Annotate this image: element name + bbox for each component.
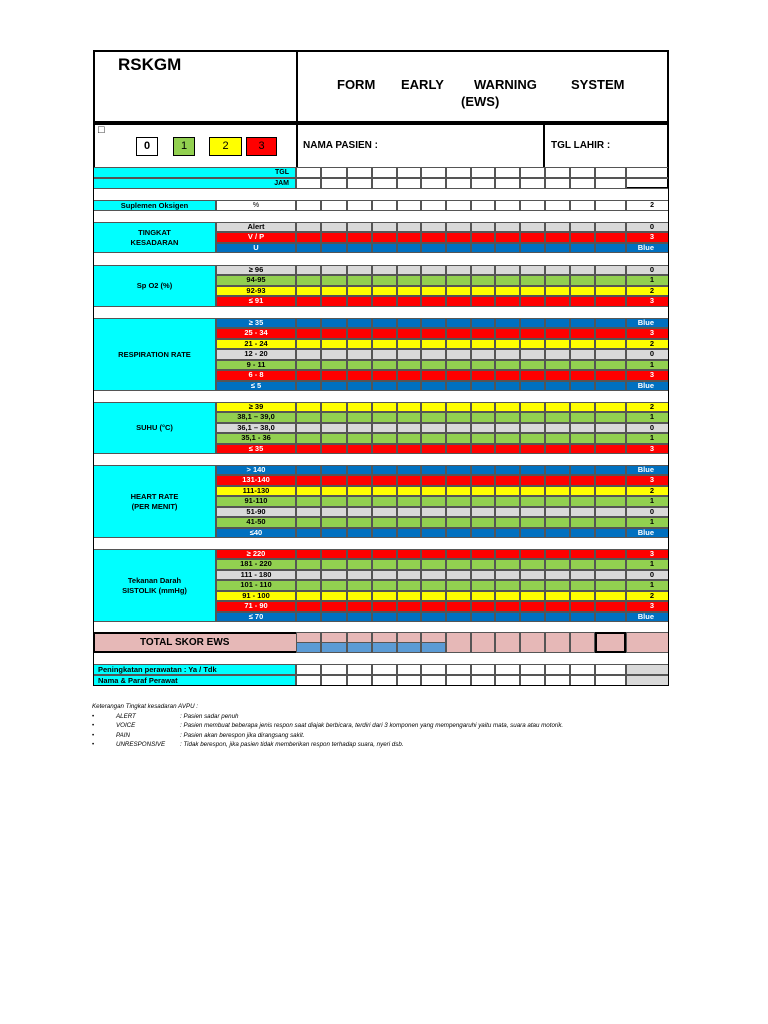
score-cell: 1 — [626, 559, 669, 569]
checkbox-icon: □ — [98, 124, 105, 136]
legend-term: PAIN — [116, 731, 130, 739]
form-frame — [93, 50, 669, 686]
score-legend-box: 2 — [209, 137, 242, 156]
range-cell: 38,1 – 39,0 — [216, 412, 296, 422]
oxygen-score: 2 — [626, 200, 669, 211]
score-cell: 1 — [626, 433, 669, 443]
total-score-label: TOTAL SKOR EWS — [140, 637, 230, 648]
form-title-word: WARNING — [474, 77, 537, 92]
oxygen-label: Suplemen Oksigen — [93, 200, 216, 211]
bullet-icon: • — [92, 722, 95, 730]
hospital-name: RSKGM — [118, 55, 182, 74]
legend-item-alert — [92, 712, 692, 722]
range-cell: 91-110 — [216, 496, 296, 506]
legend-desc: : Tidak berespon, jika pasien tidak memberikan respon terhadap suara, nyeri dsb. — [180, 741, 404, 749]
score-legend-box: 3 — [246, 137, 277, 156]
range-cell: 111 - 180 — [216, 570, 296, 580]
bullet-icon: • — [92, 712, 95, 720]
vital-section-title: HEART RATE — [130, 491, 179, 501]
vital-section-title: RESPIRATION RATE — [118, 349, 191, 359]
range-cell: 9 - 11 — [216, 360, 296, 370]
range-cell: > 140 — [216, 465, 296, 475]
range-cell: 21 - 24 — [216, 339, 296, 349]
score-cell: Blue — [626, 528, 669, 538]
avpu-legend-notes — [92, 702, 692, 750]
score-cell: 2 — [626, 286, 669, 296]
range-cell: ≥ 96 — [216, 265, 296, 275]
form-title-word: EARLY — [401, 77, 444, 92]
score-cell: 2 — [626, 339, 669, 349]
range-cell: ≤ 70 — [216, 612, 296, 622]
footer-row-label: Peningkatan perawatan : Ya / Tdk — [93, 664, 296, 675]
range-cell: ≤ 91 — [216, 296, 296, 306]
score-cell: Blue — [626, 381, 669, 391]
legend-desc: : Pasien sadar penuh — [180, 712, 239, 720]
range-cell: ≤ 35 — [216, 444, 296, 454]
range-cell: 111-130 — [216, 486, 296, 496]
score-cell: 0 — [626, 423, 669, 433]
range-cell: 94-95 — [216, 275, 296, 285]
legend-desc: : Pasien membuat beberapa jenis respon saat diajak berbicara, terdiri dari 3 komponen yang mempengaruhi yaitu mata, suara atau motorik. — [180, 722, 564, 730]
score-cell: 3 — [626, 444, 669, 454]
form-title-word: SYSTEM — [571, 77, 625, 92]
form-title-ews: (EWS) — [461, 94, 500, 109]
score-cell: 1 — [626, 580, 669, 590]
vital-section-title: KESADARAN — [130, 237, 179, 247]
vital-section-title: SUHU (°C) — [136, 423, 173, 433]
legend-desc: : Pasien akan berespon jika dirangsang sakit. — [180, 731, 305, 739]
score-cell: Blue — [626, 465, 669, 475]
score-cell: 1 — [626, 412, 669, 422]
score-cell: 3 — [626, 232, 669, 242]
legend-term: UNRESPONSIVE — [116, 741, 166, 749]
legend-term: VOICE — [116, 722, 136, 730]
range-cell: ≥ 35 — [216, 318, 296, 328]
range-cell: U — [216, 243, 296, 253]
score-cell: 0 — [626, 507, 669, 517]
legend-item-voice — [92, 721, 692, 731]
range-cell: 12 - 20 — [216, 349, 296, 359]
range-cell: Alert — [216, 222, 296, 232]
legend-item-pain — [92, 731, 692, 741]
score-cell: 2 — [626, 402, 669, 412]
score-cell: 2 — [626, 486, 669, 496]
range-cell: 92-93 — [216, 286, 296, 296]
range-cell: 91 - 100 — [216, 591, 296, 601]
score-cell: 1 — [626, 517, 669, 527]
score-cell: 1 — [626, 275, 669, 285]
score-cell: 3 — [626, 370, 669, 380]
range-cell: ≤ 5 — [216, 381, 296, 391]
score-cell: 3 — [626, 328, 669, 338]
legend-title: Keterangan Tingkat kesadaran AVPU : — [92, 703, 198, 710]
vital-section-title: Sp O2 (%) — [136, 280, 173, 290]
vital-section-title: (PER MENIT) — [131, 501, 178, 511]
range-cell: V / P — [216, 232, 296, 242]
score-cell: 0 — [626, 570, 669, 580]
oxygen-unit: % — [216, 200, 296, 211]
range-cell: 71 - 90 — [216, 601, 296, 611]
range-cell: 41-50 — [216, 517, 296, 527]
range-cell: 36,1 – 38,0 — [216, 423, 296, 433]
score-cell: 3 — [626, 475, 669, 485]
patient-name-label: NAMA PASIEN : — [303, 140, 378, 151]
bullet-icon: • — [92, 731, 95, 739]
score-cell: 3 — [626, 601, 669, 611]
score-legend-box: 0 — [136, 137, 158, 156]
range-cell: 101 - 110 — [216, 580, 296, 590]
score-legend-box: 1 — [173, 137, 195, 156]
birth-date-label: TGL LAHIR : — [551, 140, 611, 151]
footer-row-label: Nama & Paraf Perawat — [93, 675, 296, 686]
score-cell: 0 — [626, 349, 669, 359]
score-cell: 2 — [626, 591, 669, 601]
score-cell: 0 — [626, 265, 669, 275]
legend-term: ALERT — [116, 712, 136, 720]
score-cell: Blue — [626, 612, 669, 622]
score-cell: 3 — [626, 296, 669, 306]
range-cell: ≥ 39 — [216, 402, 296, 412]
range-cell: 181 - 220 — [216, 559, 296, 569]
vital-section-title: SISTOLIK (mmHg) — [122, 585, 187, 595]
range-cell: 35,1 - 36 — [216, 433, 296, 443]
range-cell: 131-140 — [216, 475, 296, 485]
legend-item-unresponsive — [92, 740, 692, 750]
range-cell: ≤40 — [216, 528, 296, 538]
score-cell: 0 — [626, 222, 669, 232]
score-cell: Blue — [626, 318, 669, 328]
score-cell: 1 — [626, 360, 669, 370]
score-cell: 1 — [626, 496, 669, 506]
time-row-label: JAM — [93, 178, 296, 189]
form-title-word: FORM — [337, 77, 376, 92]
score-cell: 3 — [626, 549, 669, 559]
bullet-icon: • — [92, 741, 95, 749]
range-cell: ≥ 220 — [216, 549, 296, 559]
range-cell: 51-90 — [216, 507, 296, 517]
vital-section-title: TINGKAT — [138, 227, 171, 237]
vital-section-title: Tekanan Darah — [127, 575, 182, 585]
date-row-label: TGL — [93, 167, 296, 178]
score-cell: Blue — [626, 243, 669, 253]
range-cell: 6 - 8 — [216, 370, 296, 380]
range-cell: 25 - 34 — [216, 328, 296, 338]
